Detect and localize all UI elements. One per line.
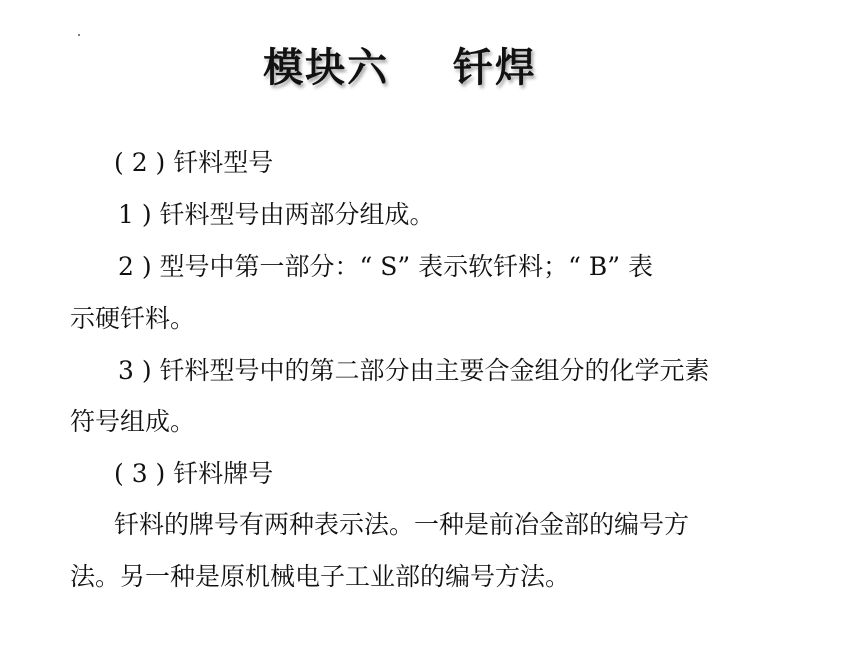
paragraph-line: 符号组成。	[70, 407, 196, 436]
slide-title: 模块六 钎焊	[263, 45, 537, 91]
paragraph-line: 示硬钎料。	[70, 304, 196, 333]
paragraph-line: 1 ) 钎料型号由两部分组成。	[118, 200, 435, 229]
section-heading-solder-brand: ( 3 ) 钎料牌号	[114, 459, 274, 488]
paragraph-line: 2 ) 型号中第一部分：“ S” 表示软钎料；“ B” 表	[118, 252, 653, 281]
section-heading-solder-model: ( 2 ) 钎料型号	[114, 148, 274, 177]
paragraph-line: 法。另一种是原机械电子工业部的编号方法。	[70, 562, 571, 591]
paragraph-line: 钎料的牌号有两种表示法。一种是前冶金部的编号方	[114, 510, 690, 539]
paragraph-line: 3 ) 钎料型号中的第二部分由主要合金组分的化学元素	[118, 356, 710, 385]
